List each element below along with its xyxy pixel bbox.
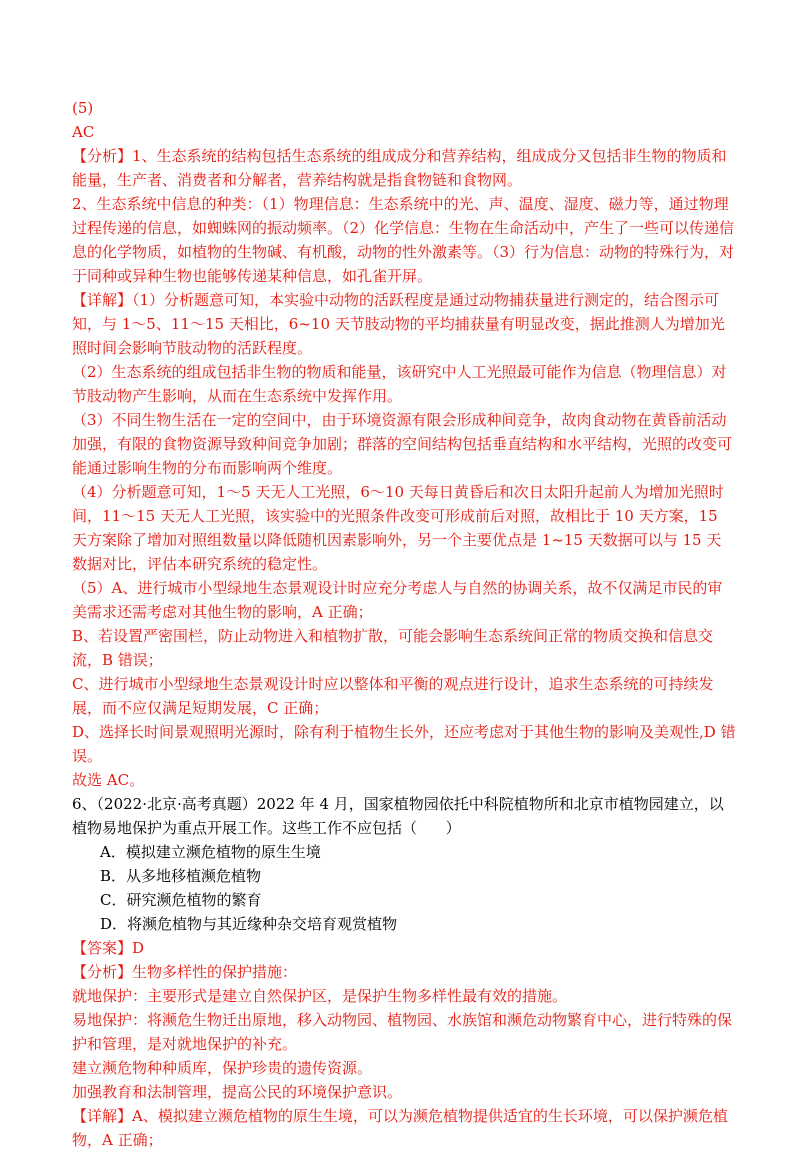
q5-detail-5c: C、进行城市小型绿地生态景观设计时应以整体和平衡的观点进行设计，追求生态系统的可持续发展，而不应仅满足短期发展，C 正确； — [72, 675, 714, 717]
q5-analysis-1: 【分析】1、生态系统的结构包括生态系统的组成成分和营养结构，组成成分又包括非生物的物质和能量，生产者、消费者和分解者，营养结构就是指食物链和食物网。 — [72, 147, 727, 189]
q6-analysis-education: 加强教育和法制管理，提高公民的环境保护意识。 — [72, 1083, 403, 1101]
q6-option-d: D．将濒危植物与其近缘种杂交培育观赏植物 — [100, 915, 398, 933]
q6-answer: 【答案】D — [72, 939, 145, 957]
q5-answer: AC — [72, 123, 95, 141]
q5-detail-5a: （5）A、进行城市小型绿地生态景观设计时应充分考虑人与自然的协调关系，故不仅满足市民的审美需求还需考虑对其他生物的影响，A 正确； — [72, 579, 723, 621]
q6-detail-a: 【详解】A、模拟建立濒危植物的原生生境，可以为濒危植物提供适宜的生长环境，可以保护濒危植物，A 正确； — [72, 1107, 728, 1149]
q5-detail-3: （3）不同生物生活在一定的空间中，由于环境资源有限会形成种间竞争，故肉食动物在黄昏前活动加强，有限的食物资源导致种间竞争加剧；群落的空间结构包括垂直结构和水平结构，光照的改变可能通过影响生物的分布而影响两个维度。 — [72, 411, 733, 477]
q6-stem: 6、（2022·北京·高考真题）2022 年 4 月，国家植物园依托中科院植物所和北京市植物园建立，以植物易地保护为重点开展工作。这些工作不应包括（ ） — [72, 795, 724, 837]
q5-conclusion: 故选 AC。 — [72, 771, 145, 789]
q5-detail-2: （2）生态系统的组成包括非生物的物质和能量，该研究中人工光照最可能作为信息（物理信息）对节肢动物产生影响，从而在生态系统中发挥作用。 — [72, 363, 727, 405]
q5-detail-1: 【详解】（1）分析题意可知，本实验中动物的活跃程度是通过动物捕获量进行测定的，结合图示可知，与 1～5、11～15 天相比，6~10 天节肢动物的平均捕获量有明显改变，据此推测人为增加光照时间会影响节肢动物的活跃程度。 — [72, 291, 725, 357]
q6-option-b: B．从多地移植濒危植物 — [100, 867, 262, 885]
q5-detail-5d: D、选择长时间景观照明光源时，除有利于植物生长外，还应考虑对于其他生物的影响及美观性,D 错误。 — [72, 723, 736, 765]
q6-option-c: C．研究濒危植物的繁育 — [100, 891, 262, 909]
document-body — [72, 96, 736, 1152]
q6-analysis-ex-situ: 易地保护：将濒危生物迁出原地，移入动物园、植物园、水族馆和濒危动物繁育中心，进行特殊的保护和管理，是对就地保护的补充。 — [72, 1011, 733, 1053]
q5-analysis-2: 2、生态系统中信息的种类：（1）物理信息：生态系统中的光、声、温度、湿度、磁力等，通过物理过程传递的信息，如蜘蛛网的振动频率。（2）化学信息：生物在生命活动中，产生了一些可以传递信息的化学物质，如植物的生物碱、有机酸，动物的性外激素等。（3）行为信息：动物的特殊行为，对于同种或异种生物也能够传递某种信息，如孔雀开屏。 — [72, 195, 735, 285]
q6-analysis-in-situ: 就地保护：主要形式是建立自然保护区，是保护生物多样性最有效的措施。 — [72, 987, 568, 1005]
q5-tail-label: (5) — [72, 99, 94, 117]
q5-detail-5b: B、若设置严密围栏，防止动物进入和植物扩散，可能会影响生态系统间正常的物质交换和信息交流，B 错误； — [72, 627, 714, 669]
q5-detail-4: （4）分析题意可知，1～5 天无人工光照，6～10 天每日黄昏后和次日太阳升起前人为增加光照时间，11～15 天无人工光照，该实验中的光照条件改变可形成前后对照，故相比于 10 天方案，15 天方案除了增加对照组数量以降低随机因素影响外，另一个主要优点是 1~15 天数据可以与 15 天数据对比，评估本研究系统的稳定性。 — [72, 483, 724, 573]
q6-option-a: A．模拟建立濒危植物的原生生境 — [100, 843, 321, 861]
q6-analysis-title: 【分析】生物多样性的保护措施： — [72, 963, 298, 981]
q6-analysis-germplasm: 建立濒危物种种质库，保护珍贵的遗传资源。 — [72, 1059, 373, 1077]
